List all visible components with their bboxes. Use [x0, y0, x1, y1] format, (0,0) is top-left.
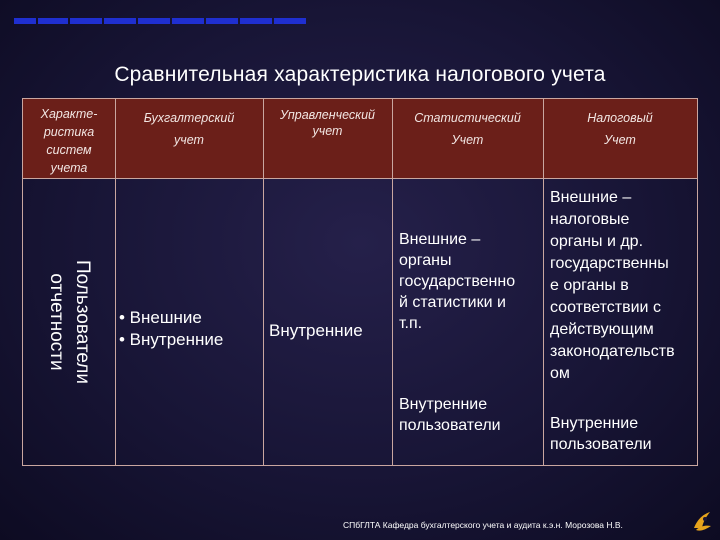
- text-line: государственны: [550, 255, 669, 272]
- slide-title: Сравнительная характеристика налогового учета: [114, 63, 606, 86]
- header-cell-management: [263, 107, 392, 139]
- header-text: Бухгалтерский: [143, 111, 235, 125]
- header-text: систем: [46, 143, 92, 157]
- column-divider: [543, 99, 544, 465]
- header-text: Учет: [604, 133, 636, 147]
- text-line: органы: [399, 252, 452, 269]
- row-label-line: Пользователи: [72, 259, 93, 384]
- text-line: действующим: [550, 321, 654, 338]
- footer-credit: СПбГЛТА Кафедра бухгалтерского учета и аудита к.э.н. Морозова Н.В.: [343, 520, 623, 530]
- text-line: Внутренние: [550, 415, 639, 432]
- header-text: учет: [174, 133, 204, 147]
- header-cell-tax: [543, 107, 697, 151]
- header-text: Характе-: [40, 107, 98, 121]
- text-line: налоговые: [550, 211, 630, 228]
- statistical-internal-users: [399, 394, 501, 436]
- comparison-table: [22, 98, 698, 466]
- text-line: пользователи: [550, 436, 652, 453]
- decorative-dash: [274, 18, 306, 24]
- text-line: соответствии с: [550, 299, 661, 316]
- list-item: • Внутренние: [119, 330, 224, 349]
- text-line: Внутренние: [399, 396, 488, 413]
- text-line: е органы в: [550, 277, 629, 294]
- tax-internal-users: [550, 413, 652, 455]
- text-line: пользователи: [399, 417, 501, 434]
- decorative-dash: [206, 18, 238, 24]
- column-divider: [115, 99, 116, 465]
- text-line: й статистики и: [399, 294, 506, 311]
- header-cell-accounting: [115, 107, 263, 151]
- row-label-cell: [23, 179, 115, 465]
- row-label-line: отчетности: [46, 273, 67, 371]
- accounting-users-cell: [119, 307, 223, 351]
- decorative-dash-bar: [14, 18, 306, 24]
- management-users-cell: Внутренние: [269, 321, 363, 340]
- decorative-dash: [38, 18, 68, 24]
- text-line: Внешние –: [399, 231, 481, 248]
- header-text: Статистический: [414, 111, 521, 125]
- text-line: законодательств: [550, 343, 675, 360]
- column-divider: [392, 99, 393, 465]
- university-logo-icon: [690, 508, 714, 536]
- text-line: Внешние –: [550, 189, 632, 206]
- statistical-external-users: [399, 229, 515, 334]
- header-text: Управленческий: [280, 108, 375, 122]
- row-label-users: [43, 222, 95, 422]
- decorative-dash: [104, 18, 136, 24]
- text-line: государственно: [399, 273, 516, 290]
- text-line: органы и др.: [550, 233, 644, 250]
- list-item: • Внешние: [119, 308, 202, 327]
- header-text: учета: [50, 161, 88, 175]
- column-divider: [263, 99, 264, 465]
- header-text: Налоговый: [587, 111, 653, 125]
- text-line: т.п.: [399, 315, 423, 332]
- text-line: ом: [550, 365, 570, 382]
- decorative-dash: [172, 18, 204, 24]
- decorative-dash: [138, 18, 170, 24]
- tax-external-users: [550, 187, 675, 385]
- header-cell-characteristic: [23, 105, 115, 177]
- decorative-dash: [14, 18, 36, 24]
- header-text: ристика: [43, 125, 95, 139]
- header-text: учет: [312, 124, 343, 138]
- header-text: Учет: [451, 133, 484, 147]
- decorative-dash: [70, 18, 102, 24]
- decorative-dash: [240, 18, 272, 24]
- header-cell-statistical: [392, 107, 543, 151]
